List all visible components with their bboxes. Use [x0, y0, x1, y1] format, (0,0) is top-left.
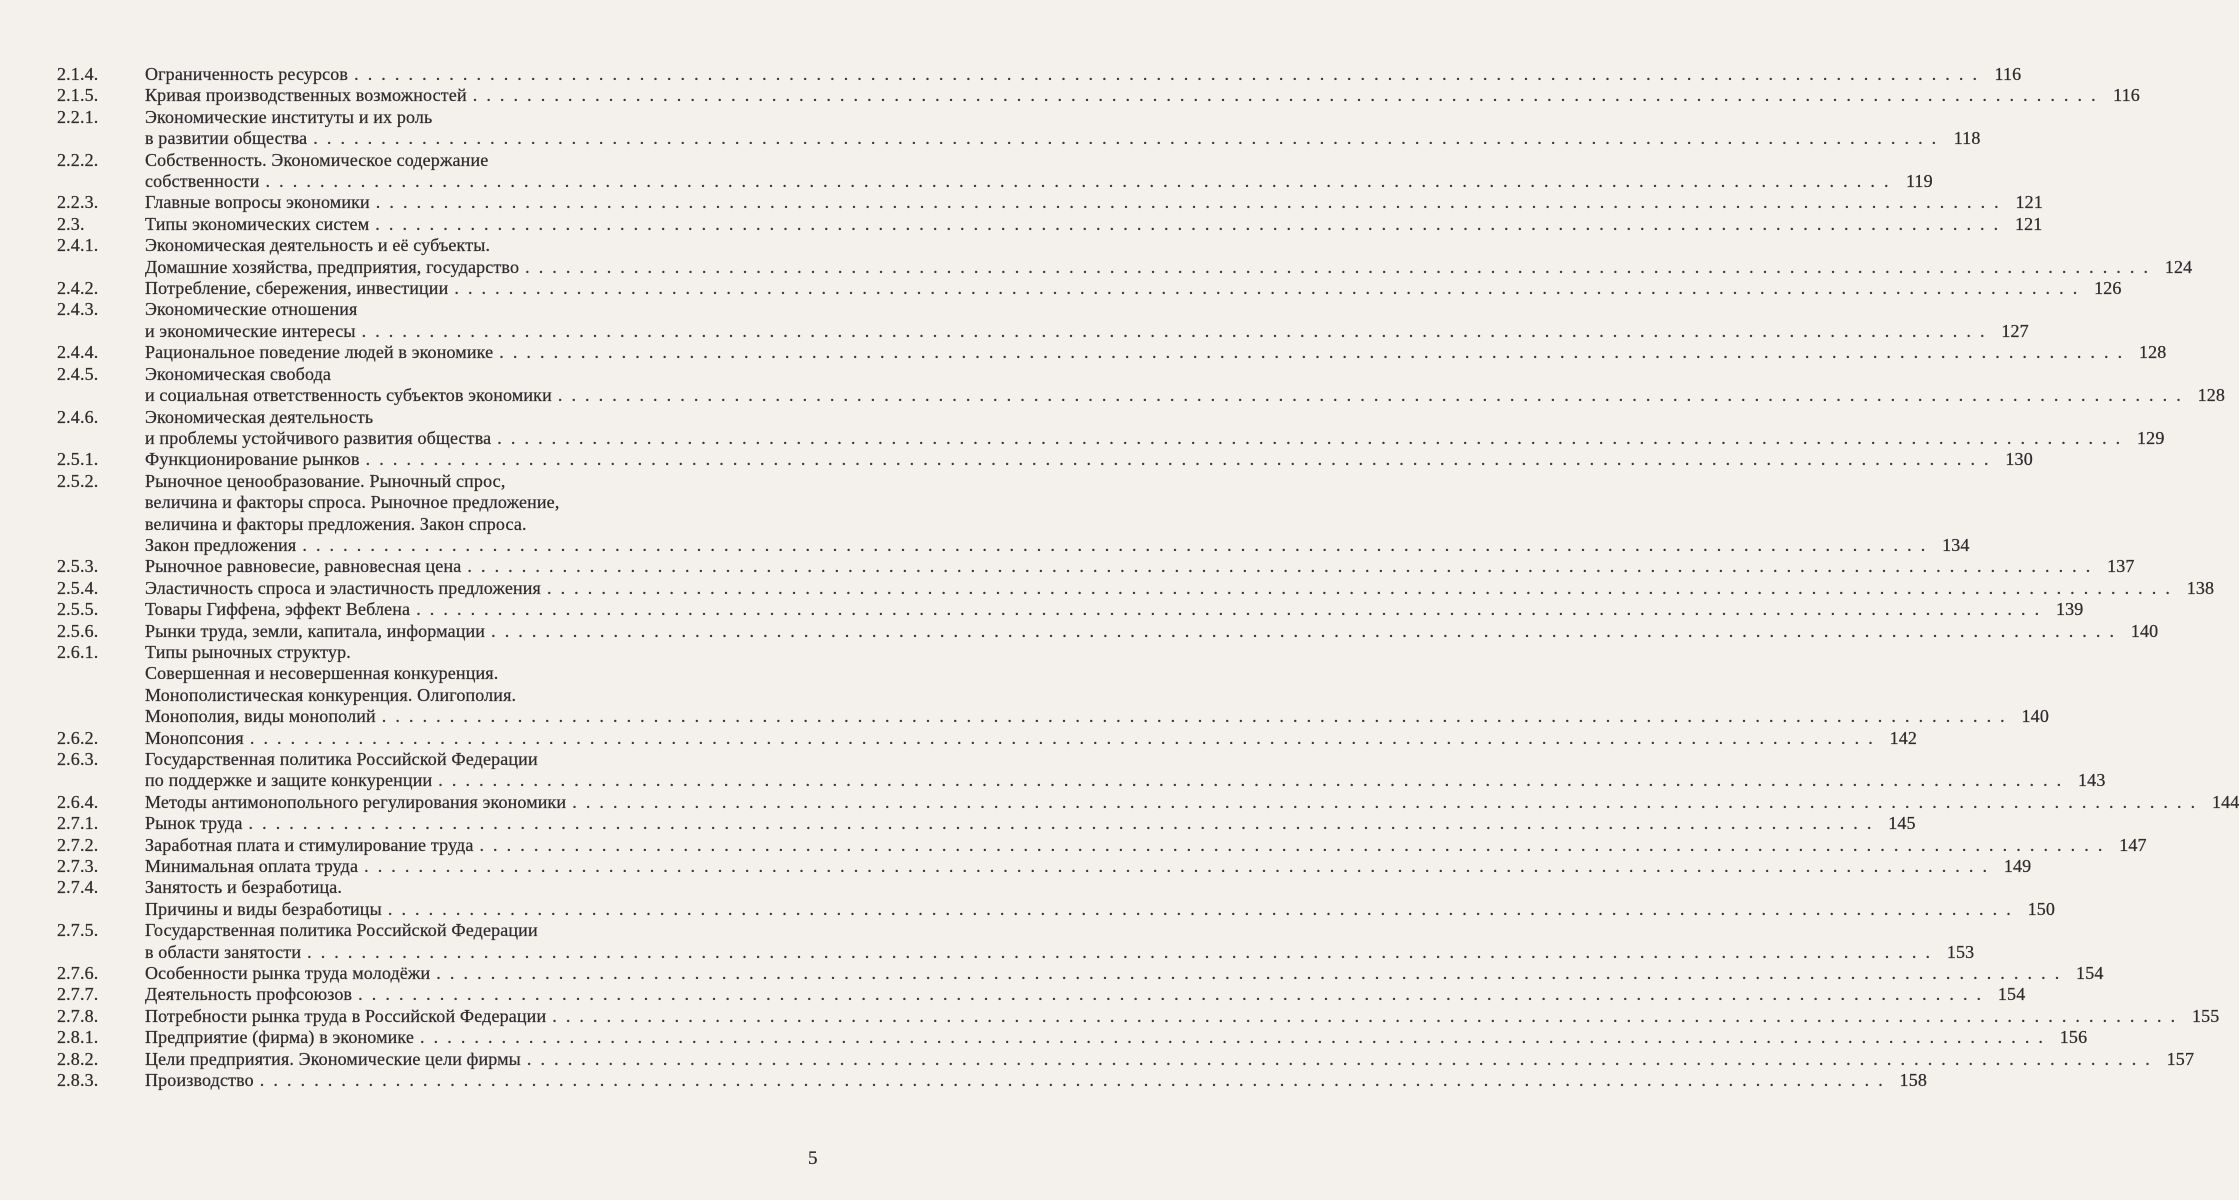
section-number — [57, 428, 145, 449]
section-title: и проблемы устойчивого развития общества — [145, 427, 492, 448]
toc-line — [57, 856, 2032, 877]
section-number: 2.7.1. — [57, 813, 99, 834]
section-title: Кривая производственных возможностей — [145, 85, 467, 106]
toc-entry — [57, 106, 1981, 150]
section-title: в области занятости — [145, 941, 302, 962]
toc-line — [57, 620, 2159, 642]
toc-entry — [57, 749, 2106, 792]
section-number — [57, 321, 145, 342]
toc-line — [57, 1048, 2195, 1070]
page-ref: 134 — [1942, 534, 1970, 555]
section-title: Потребности рынка труда в Российской Федерации — [145, 1005, 547, 1026]
toc-line — [57, 256, 2193, 278]
section-title: по поддержке и защите конкуренции — [145, 770, 433, 791]
toc-line — [57, 278, 2122, 299]
section-title: величина и факторы спроса. Рыночное предложение, — [145, 492, 560, 513]
section-number — [57, 535, 145, 556]
section-title: Особенности рынка труда молодёжи — [145, 963, 431, 984]
dot-leader: . . . . . . . . . . . . . . . . . . . . . . . . . . . . . . . . . . . . . . . . . . . . . . . . . . . . . . . . . . . . . . . . . . . . . . . . . . . . . . . . . . . . . . . . . . . . . . . . . . . . . . . . . . . . . . . . . . . . . . . . — [375, 213, 2001, 234]
section-number: 2.8.1. — [57, 1027, 99, 1048]
toc-line — [57, 663, 819, 684]
toc-entry — [57, 641, 2049, 728]
dot-leader: . . . . . . . . . . . . . . . . . . . . . . . . . . . . . . . . . . . . . . . . . . . . . . . . . . . . . . . . . . . . . . . . . . . . . . . . . . . . . . . . . . . . . . . . . . . . . . . . . . . . . . . . . . . . . . . . . . . . . . . . — [361, 320, 1987, 341]
section-number: 2.1.5. — [57, 85, 99, 106]
page-ref: 154 — [2076, 963, 2104, 984]
dot-leader: . . . . . . . . . . . . . . . . . . . . . . . . . . . . . . . . . . . . . . . . . . . . . . . . . . . . . . . . . . . . . . . . . . . . . . . . . . . . . . . . . . . . . . . . . . . . . . . . . . . . . . . . . . . . . . . . . . . . . . . . — [313, 128, 1939, 149]
section-title: Закон предложения — [145, 534, 297, 555]
toc-entry — [57, 1048, 2195, 1070]
page-ref: 153 — [1946, 941, 1975, 962]
dot-leader: . . . . . . . . . . . . . . . . . . . . . . . . . . . . . . . . . . . . . . . . . . . . . . . . . . . . . . . . . . . . . . . . . . . . . . . . . . . . . . . . . . . . . . . . . . . . . . . . . . . . . . . . . . . . . . . . . . . . . . . . — [479, 834, 2105, 855]
page-ref: 145 — [1888, 813, 1916, 834]
section-number: 2.2.3. — [57, 192, 99, 213]
toc-entry — [57, 64, 2022, 85]
section-title: Типы экономических систем — [145, 213, 370, 234]
section-title: Государственная политика Российской Федерации — [145, 749, 538, 769]
dot-leader: . . . . . . . . . . . . . . . . . . . . . . . . . . . . . . . . . . . . . . . . . . . . . . . . . . . . . . . . . . . . . . . . . . . . . . . . . . . . . . . . . . . . . . . . . . . . . . . . . . . . . . . . . . . . . . . . . . . . . . . . — [249, 727, 1876, 748]
section-title: Экономическая деятельность и её субъекты. — [145, 235, 491, 256]
section-number — [57, 706, 145, 727]
toc-entry — [57, 213, 2043, 235]
dot-leader: . . . . . . . . . . . . . . . . . . . . . . . . . . . . . . . . . . . . . . . . . . . . . . . . . . . . . . . . . . . . . . . . . . . . . . . . . . . . . . . . . . . . . . . . . . . . . . . . . . . . . . . . . . . . . . . . . . . . . . . . — [354, 64, 1980, 84]
page-ref: 140 — [2021, 706, 2049, 727]
section-title: Рынок труда — [145, 813, 243, 834]
toc-entry — [57, 856, 2032, 877]
toc-entry — [57, 1070, 1927, 1091]
section-title: Потребление, сбережения, инвестиции — [145, 278, 449, 299]
section-number: 2.6.2. — [57, 727, 99, 748]
toc-entry — [57, 363, 2226, 407]
page-ref: 140 — [2130, 620, 2159, 641]
toc-entry — [57, 834, 2147, 856]
section-number: 2.4.4. — [57, 342, 99, 363]
toc-entry — [57, 877, 2056, 920]
toc-entry — [57, 920, 1975, 963]
section-number — [57, 514, 145, 535]
section-title: Предприятие (фирма) в экономике — [145, 1027, 415, 1048]
section-number — [57, 128, 145, 149]
toc-line — [57, 556, 2135, 577]
section-number — [57, 257, 145, 278]
section-title: Рациональное поведение людей в экономике — [145, 342, 494, 363]
toc-line — [57, 128, 1981, 149]
section-title: Рынки труда, земли, капитала, информации — [145, 620, 486, 641]
section-number: 2.5.4. — [57, 577, 99, 598]
dot-leader: . . . . . . . . . . . . . . . . . . . . . . . . . . . . . . . . . . . . . . . . . . . . . . . . . . . . . . . . . . . . . . . . . . . . . . . . . . . . . . . . . . . . . . . . . . . . . . . . . . . . . . . . . . . . . . . . . . . . . . . . — [454, 278, 2080, 299]
section-title: Монополистическая конкуренция. Олигополия. — [145, 684, 517, 705]
dot-leader: . . . . . . . . . . . . . . . . . . . . . . . . . . . . . . . . . . . . . . . . . . . . . . . . . . . . . . . . . . . . . . . . . . . . . . . . . . . . . . . . . . . . . . . . . . . . . . . . . . . . . . . . . . . . . . . . . . . . . . . . — [467, 556, 2093, 577]
section-title: Экономическая деятельность — [145, 406, 374, 427]
section-number: 2.6.3. — [57, 749, 99, 769]
page-ref: 127 — [2001, 320, 2029, 341]
section-number: 2.4.1. — [57, 235, 99, 256]
toc-line — [57, 427, 2165, 449]
section-number: 2.5.5. — [57, 599, 99, 620]
page-ref: 116 — [1994, 64, 2022, 84]
section-title: Домашние хозяйства, предприятия, государство — [145, 256, 520, 277]
section-title: Функционирование рынков — [145, 449, 360, 470]
toc-entry — [57, 984, 2026, 1005]
section-title: Ограниченность ресурсов — [145, 64, 349, 84]
page-ref: 128 — [2197, 385, 2226, 406]
section-title: Экономическая свобода — [145, 363, 332, 384]
section-number: 2.7.8. — [57, 1005, 99, 1026]
page-ref: 156 — [2059, 1027, 2088, 1048]
toc-line — [57, 1027, 2088, 1048]
section-title: Рыночное ценообразование. Рыночный спрос, — [145, 470, 506, 491]
dot-leader: . . . . . . . . . . . . . . . . . . . . . . . . . . . . . . . . . . . . . . . . . . . . . . . . . . . . . . . . . . . . . . . . . . . . . . . . . . . . . . . . . . . . . . . . . . . . . . . . . . . . . . . . . . . . . . . . . . . . . . . . — [416, 599, 2042, 620]
section-number: 2.3. — [57, 213, 85, 234]
section-number: 2.5.2. — [57, 470, 99, 491]
section-title: Экономические институты и их роль — [145, 106, 433, 127]
page-ref: 149 — [2003, 856, 2032, 877]
page-number: 5 — [808, 1148, 818, 1169]
toc-line — [57, 364, 819, 385]
dot-leader: . . . . . . . . . . . . . . . . . . . . . . . . . . . . . . . . . . . . . . . . . . . . . . . . . . . . . . . . . . . . . . . . . . . . . . . . . . . . . . . . . . . . . . . . . . . . . . . . . . . . . . . . . . . . . . . . . . . . . . . . — [499, 342, 2125, 363]
section-title: в развитии общества — [145, 128, 308, 149]
page-ref: 157 — [2166, 1048, 2195, 1069]
table-of-contents — [57, 64, 2239, 1092]
toc-entry — [57, 449, 2033, 470]
toc-line — [57, 963, 2104, 984]
page-ref: 128 — [2138, 342, 2167, 363]
page-ref: 124 — [2164, 256, 2193, 277]
page-ref: 138 — [2186, 577, 2215, 598]
page-ref: 129 — [2137, 427, 2165, 448]
section-title: Монопсония — [145, 727, 244, 748]
page-ref: 130 — [2005, 449, 2033, 470]
toc-line — [57, 898, 2056, 920]
section-title: Экономические отношения — [145, 299, 358, 320]
toc-entry — [57, 406, 2165, 450]
section-title: Главные вопросы экономики — [145, 192, 370, 213]
page-ref: 116 — [2113, 85, 2140, 106]
toc-entry — [57, 278, 2122, 299]
toc-entry — [57, 85, 2140, 106]
section-number — [57, 171, 145, 192]
dot-leader: . . . . . . . . . . . . . . . . . . . . . . . . . . . . . . . . . . . . . . . . . . . . . . . . . . . . . . . . . . . . . . . . . . . . . . . . . . . . . . . . . . . . . . . . . . . . . . . . . . . . . . . . . . . . . . . . . . . . . . . . — [375, 192, 2001, 213]
toc-line — [57, 749, 819, 770]
toc-line — [57, 534, 1970, 556]
toc-line — [57, 920, 819, 941]
dot-leader: . . . . . . . . . . . . . . . . . . . . . . . . . . . . . . . . . . . . . . . . . . . . . . . . . . . . . . . . . . . . . . . . . . . . . . . . . . . . . . . . . . . . . . . . . . . . . . . . . . . . . . . . . . . . . . . . . . . . . . . . — [557, 385, 2184, 406]
section-number: 2.4.2. — [57, 278, 99, 299]
toc-line — [57, 64, 2022, 85]
dot-leader: . . . . . . . . . . . . . . . . . . . . . . . . . . . . . . . . . . . . . . . . . . . . . . . . . . . . . . . . . . . . . . . . . . . . . . . . . . . . . . . . . . . . . . . . . . . . . . . . . . . . . . . . . . . . . . . . . . . . . . . . — [497, 427, 2123, 448]
toc-entry — [57, 577, 2215, 599]
section-number: 2.5.3. — [57, 556, 99, 577]
toc-line — [57, 85, 2140, 106]
dot-leader: . . . . . . . . . . . . . . . . . . . . . . . . . . . . . . . . . . . . . . . . . . . . . . . . . . . . . . . . . . . . . . . . . . . . . . . . . . . . . . . . . . . . . . . . . . . . . . . . . . . . . . . . . . . . . . . . . . . . . . . . — [364, 856, 1990, 877]
dot-leader: . . . . . . . . . . . . . . . . . . . . . . . . . . . . . . . . . . . . . . . . . . . . . . . . . . . . . . . . . . . . . . . . . . . . . . . . . . . . . . . . . . . . . . . . . . . . . . . . . . . . . . . . . . . . . . . . . . . . . . . . — [307, 941, 1933, 962]
page-ref: 121 — [2015, 213, 2043, 234]
toc-entry — [57, 235, 2193, 278]
toc-line — [57, 791, 2239, 813]
section-number: 2.1.4. — [57, 64, 99, 84]
dot-leader: . . . . . . . . . . . . . . . . . . . . . . . . . . . . . . . . . . . . . . . . . . . . . . . . . . . . . . . . . . . . . . . . . . . . . . . . . . . . . . . . . . . . . . . . . . . . . . . . . . . . . . . . . . . . . . . . . . . . . . . . — [358, 984, 1984, 1005]
toc-entry — [57, 1027, 2088, 1048]
page-ref: 144 — [2211, 791, 2239, 812]
toc-line — [57, 1005, 2220, 1027]
section-number: 2.7.3. — [57, 856, 99, 877]
toc-line — [57, 235, 819, 256]
section-title: Собственность. Экономическое содержание — [145, 149, 489, 170]
section-number: 2.7.6. — [57, 963, 99, 984]
section-number — [57, 942, 145, 963]
page-ref: 142 — [1889, 727, 1918, 748]
toc-line — [57, 706, 2049, 727]
page-ref: 158 — [1899, 1070, 1927, 1091]
toc-entry — [57, 192, 2043, 213]
section-title: Заработная плата и стимулирование труда — [145, 834, 474, 855]
page-ref: 139 — [2055, 599, 2084, 620]
section-number: 2.4.5. — [57, 363, 99, 384]
section-title: Деятельность профсоюзов — [145, 984, 353, 1005]
toc-line — [57, 492, 819, 513]
toc-line — [57, 813, 1916, 834]
section-number: 2.7.2. — [57, 834, 99, 855]
toc-entry — [57, 470, 1970, 557]
section-number: 2.8.3. — [57, 1070, 99, 1091]
dot-leader: . . . . . . . . . . . . . . . . . . . . . . . . . . . . . . . . . . . . . . . . . . . . . . . . . . . . . . . . . . . . . . . . . . . . . . . . . . . . . . . . . . . . . . . . . . . . . . . . . . . . . . . . . . . . . . . . . . . . . . . . — [302, 534, 1928, 555]
dot-leader: . . . . . . . . . . . . . . . . . . . . . . . . . . . . . . . . . . . . . . . . . . . . . . . . . . . . . . . . . . . . . . . . . . . . . . . . . . . . . . . . . . . . . . . . . . . . . . . . . . . . . . . . . . . . . . . . . . . . . . . . — [472, 85, 2098, 106]
section-title: Производство — [145, 1070, 254, 1091]
toc-line — [57, 385, 2226, 406]
toc-line — [57, 685, 819, 706]
section-title: Государственная политика Российской Федерации — [145, 920, 538, 941]
toc-entry — [57, 1005, 2220, 1027]
dot-leader: . . . . . . . . . . . . . . . . . . . . . . . . . . . . . . . . . . . . . . . . . . . . . . . . . . . . . . . . . . . . . . . . . . . . . . . . . . . . . . . . . . . . . . . . . . . . . . . . . . . . . . . . . . . . . . . . . . . . . . . . — [381, 706, 2007, 727]
toc-line — [57, 770, 2106, 791]
toc-line — [57, 941, 1975, 963]
toc-line — [57, 471, 819, 492]
toc-line — [57, 577, 2215, 599]
toc-line — [57, 834, 2147, 856]
section-number: 2.6.4. — [57, 791, 99, 812]
section-title: Совершенная и несовершенная конкуренция. — [145, 663, 499, 684]
section-number: 2.5.1. — [57, 449, 99, 470]
dot-leader: . . . . . . . . . . . . . . . . . . . . . . . . . . . . . . . . . . . . . . . . . . . . . . . . . . . . . . . . . . . . . . . . . . . . . . . . . . . . . . . . . . . . . . . . . . . . . . . . . . . . . . . . . . . . . . . . . . . . . . . . — [526, 1048, 2153, 1069]
section-title: Рыночное равновесие, равновесная цена — [145, 556, 462, 577]
toc-entry — [57, 599, 2084, 620]
dot-leader: . . . . . . . . . . . . . . . . . . . . . . . . . . . . . . . . . . . . . . . . . . . . . . . . . . . . . . . . . . . . . . . . . . . . . . . . . . . . . . . . . . . . . . . . . . . . . . . . . . . . . . . . . . . . . . . . . . . . . . . . — [265, 171, 1891, 192]
page-ref: 155 — [2191, 1005, 2220, 1026]
dot-leader: . . . . . . . . . . . . . . . . . . . . . . . . . . . . . . . . . . . . . . . . . . . . . . . . . . . . . . . . . . . . . . . . . . . . . . . . . . . . . . . . . . . . . . . . . . . . . . . . . . . . . . . . . . . . . . . . . . . . . . . . — [365, 449, 1991, 470]
dot-leader: . . . . . . . . . . . . . . . . . . . . . . . . . . . . . . . . . . . . . . . . . . . . . . . . . . . . . . . . . . . . . . . . . . . . . . . . . . . . . . . . . . . . . . . . . . . . . . . . . . . . . . . . . . . . . . . . . . . . . . . . — [438, 770, 2064, 791]
toc-line — [57, 192, 2043, 213]
toc-line — [57, 107, 819, 128]
toc-entry — [57, 791, 2239, 813]
section-number — [57, 770, 145, 791]
toc-line — [57, 642, 819, 663]
section-number: 2.7.5. — [57, 920, 99, 941]
dot-leader: . . . . . . . . . . . . . . . . . . . . . . . . . . . . . . . . . . . . . . . . . . . . . . . . . . . . . . . . . . . . . . . . . . . . . . . . . . . . . . . . . . . . . . . . . . . . . . . . . . . . . . . . . . . . . . . . . . . . . . . . — [387, 898, 2014, 919]
section-title: собственности — [145, 171, 260, 192]
section-number: 2.4.6. — [57, 406, 99, 427]
section-number: 2.7.7. — [57, 984, 99, 1005]
page-ref: 150 — [2027, 898, 2056, 919]
toc-entry — [57, 727, 1918, 749]
toc-entry — [57, 149, 1933, 193]
section-title: Цели предприятия. Экономические цели фирмы — [145, 1048, 521, 1069]
dot-leader: . . . . . . . . . . . . . . . . . . . . . . . . . . . . . . . . . . . . . . . . . . . . . . . . . . . . . . . . . . . . . . . . . . . . . . . . . . . . . . . . . . . . . . . . . . . . . . . . . . . . . . . . . . . . . . . . . . . . . . . . — [572, 791, 2198, 812]
toc-line — [57, 342, 2167, 363]
dot-leader: . . . . . . . . . . . . . . . . . . . . . . . . . . . . . . . . . . . . . . . . . . . . . . . . . . . . . . . . . . . . . . . . . . . . . . . . . . . . . . . . . . . . . . . . . . . . . . . . . . . . . . . . . . . . . . . . . . . . . . . . — [420, 1027, 2046, 1048]
dot-leader: . . . . . . . . . . . . . . . . . . . . . . . . . . . . . . . . . . . . . . . . . . . . . . . . . . . . . . . . . . . . . . . . . . . . . . . . . . . . . . . . . . . . . . . . . . . . . . . . . . . . . . . . . . . . . . . . . . . . . . . . — [491, 620, 2117, 641]
dot-leader: . . . . . . . . . . . . . . . . . . . . . . . . . . . . . . . . . . . . . . . . . . . . . . . . . . . . . . . . . . . . . . . . . . . . . . . . . . . . . . . . . . . . . . . . . . . . . . . . . . . . . . . . . . . . . . . . . . . . . . . . — [552, 1005, 2178, 1026]
section-title: Минимальная оплата труда — [145, 856, 359, 877]
section-number: 2.8.2. — [57, 1048, 99, 1069]
dot-leader: . . . . . . . . . . . . . . . . . . . . . . . . . . . . . . . . . . . . . . . . . . . . . . . . . . . . . . . . . . . . . . . . . . . . . . . . . . . . . . . . . . . . . . . . . . . . . . . . . . . . . . . . . . . . . . . . . . . . . . . . — [248, 813, 1874, 834]
section-title: и социальная ответственность субъектов экономики — [145, 385, 552, 406]
dot-leader: . . . . . . . . . . . . . . . . . . . . . . . . . . . . . . . . . . . . . . . . . . . . . . . . . . . . . . . . . . . . . . . . . . . . . . . . . . . . . . . . . . . . . . . . . . . . . . . . . . . . . . . . . . . . . . . . . . . . . . . . — [436, 963, 2062, 984]
section-title: и экономические интересы — [145, 320, 356, 341]
toc-line — [57, 449, 2033, 470]
section-title: Эластичность спроса и эластичность предложения — [145, 577, 541, 598]
toc-line — [57, 171, 1933, 192]
section-title: Причины и виды безработицы — [145, 898, 382, 919]
section-number: 2.5.6. — [57, 620, 99, 641]
toc-line — [57, 877, 819, 898]
dot-leader: . . . . . . . . . . . . . . . . . . . . . . . . . . . . . . . . . . . . . . . . . . . . . . . . . . . . . . . . . . . . . . . . . . . . . . . . . . . . . . . . . . . . . . . . . . . . . . . . . . . . . . . . . . . . . . . . . . . . . . . . — [525, 256, 2151, 277]
toc-entry — [57, 299, 2029, 342]
page-ref: 143 — [2078, 770, 2106, 791]
toc-line — [57, 984, 2026, 1005]
section-number — [57, 385, 145, 406]
section-title: Методы антимонопольного регулирования экономики — [145, 791, 567, 812]
page-ref: 154 — [1997, 984, 2026, 1005]
page-ref: 121 — [2015, 192, 2043, 213]
toc-entry — [57, 813, 1916, 834]
section-number — [57, 663, 145, 684]
toc-line — [57, 599, 2084, 620]
section-title: Занятость и безработица. — [145, 877, 343, 898]
toc-line — [57, 150, 819, 171]
toc-entry — [57, 342, 2167, 363]
section-title: Товары Гиффена, эффект Веблена — [145, 599, 411, 620]
section-title: Монополия, виды монополий — [145, 706, 376, 727]
page-ref: 137 — [2107, 556, 2135, 577]
section-number: 2.6.1. — [57, 641, 99, 662]
dot-leader: . . . . . . . . . . . . . . . . . . . . . . . . . . . . . . . . . . . . . . . . . . . . . . . . . . . . . . . . . . . . . . . . . . . . . . . . . . . . . . . . . . . . . . . . . . . . . . . . . . . . . . . . . . . . . . . . . . . . . . . . — [259, 1070, 1885, 1091]
section-title: величина и факторы предложения. Закон спроса. — [145, 513, 527, 534]
toc-entry — [57, 620, 2159, 642]
section-number — [57, 685, 145, 706]
toc-line — [57, 407, 819, 428]
section-title: Типы рыночных структур. — [145, 641, 351, 662]
section-number: 2.2.1. — [57, 106, 99, 127]
page-ref: 147 — [2119, 834, 2147, 855]
page-ref: 119 — [1905, 171, 1933, 192]
section-number: 2.4.3. — [57, 299, 99, 320]
toc-line — [57, 514, 819, 535]
section-number: 2.2.2. — [57, 149, 99, 170]
section-number — [57, 492, 145, 513]
section-number — [57, 899, 145, 920]
toc-line — [57, 727, 1918, 749]
page-ref: 118 — [1953, 128, 1981, 149]
toc-line — [57, 1070, 1927, 1091]
toc-line — [57, 213, 2043, 235]
toc-line — [57, 299, 819, 320]
toc-entry — [57, 556, 2135, 577]
page-ref: 126 — [2094, 278, 2122, 299]
section-number: 2.7.4. — [57, 877, 99, 898]
dot-leader: . . . . . . . . . . . . . . . . . . . . . . . . . . . . . . . . . . . . . . . . . . . . . . . . . . . . . . . . . . . . . . . . . . . . . . . . . . . . . . . . . . . . . . . . . . . . . . . . . . . . . . . . . . . . . . . . . . . . . . . . — [546, 577, 2173, 598]
toc-line — [57, 320, 2029, 342]
toc-entry — [57, 963, 2104, 984]
